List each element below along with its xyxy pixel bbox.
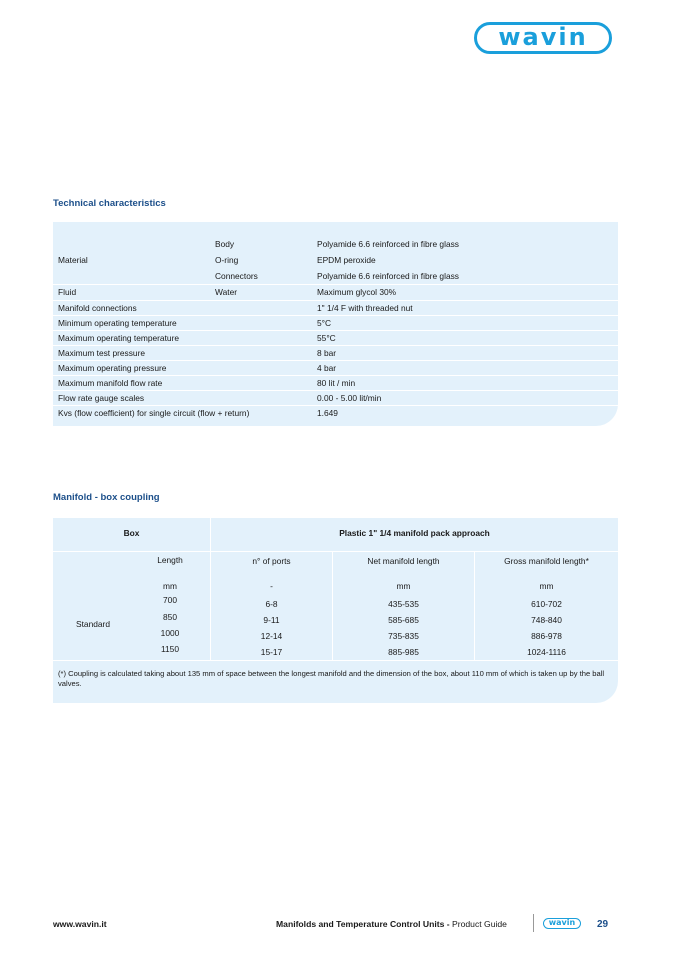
row-label: Fluid: [58, 287, 77, 297]
row-sublabel: Connectors: [215, 271, 258, 281]
row-divider: [53, 660, 618, 661]
col-ports: n° of ports: [252, 556, 291, 566]
page-number: 29: [597, 919, 609, 930]
footer-divider: [533, 914, 534, 932]
material-label: Material: [58, 255, 88, 265]
unit-net: mm: [396, 581, 411, 591]
row-label: Manifold connections: [58, 303, 137, 313]
footer-logo-text: wavin: [548, 918, 576, 927]
header-pack: Plastic 1" 1/4 manifold pack approach: [339, 528, 490, 538]
col-gross: Gross manifold length*: [504, 556, 589, 566]
cell-length: 850: [163, 612, 177, 622]
row-sublabel: Body: [215, 239, 235, 249]
col-length: Length: [157, 555, 183, 565]
table-row: [53, 405, 618, 421]
coupling-title: Manifold - box coupling: [53, 492, 160, 503]
table-row: [53, 284, 618, 300]
row-value: Polyamide 6.6 reinforced in fibre glass: [317, 271, 459, 281]
row-value: EPDM peroxide: [317, 255, 376, 265]
table-row: [53, 315, 618, 331]
guide-title-bold: Manifolds and Temperature Control Units -: [276, 919, 450, 929]
row-value: 55°C: [317, 333, 336, 343]
unit-length: mm: [163, 581, 177, 591]
row-value: 1.649: [317, 408, 338, 418]
table-row: [53, 300, 618, 316]
cell-net: 735-835: [388, 631, 419, 641]
table-row: [53, 269, 618, 284]
cell-length: 700: [163, 595, 177, 605]
row-value: Polyamide 6.6 reinforced in fibre glass: [317, 239, 459, 249]
technical-table: [53, 222, 618, 426]
cell-ports: 6-8: [265, 599, 278, 609]
row-label: Maximum operating pressure: [58, 363, 167, 373]
row-value: 8 bar: [317, 348, 337, 358]
table-row: [53, 375, 618, 391]
coupling-table: [53, 518, 618, 703]
row-label: Flow rate gauge scales: [58, 393, 145, 403]
group-label: Standard: [76, 619, 110, 629]
cell-ports: 9-11: [263, 615, 280, 625]
cell-gross: 886-978: [531, 631, 562, 641]
table-row: [53, 390, 618, 406]
row-value: Maximum glycol 30%: [317, 287, 397, 297]
row-label: Maximum test pressure: [58, 348, 146, 358]
cell-net: 885-985: [388, 647, 419, 657]
cell-gross: 610-702: [531, 599, 562, 609]
table-row: [53, 360, 618, 376]
row-divider: [53, 551, 618, 552]
cell-net: 585-685: [388, 615, 419, 625]
row-label: Minimum operating temperature: [58, 318, 177, 328]
cell-gross: 748-840: [531, 615, 562, 625]
row-sublabel: Water: [215, 287, 238, 297]
row-value: 4 bar: [317, 363, 337, 373]
table-row: [53, 253, 618, 268]
cell-length: 1150: [160, 644, 179, 654]
unit-gross: mm: [539, 581, 554, 591]
table-row: [53, 330, 618, 346]
website-link[interactable]: www.wavin.it: [53, 919, 107, 929]
cell-ports: 12-14: [260, 631, 283, 641]
header-box: Box: [123, 528, 140, 538]
footer-wavin-logo: [543, 918, 581, 929]
cell-net: 435-535: [388, 599, 419, 609]
technical-title: Technical characteristics: [53, 198, 166, 209]
unit-ports: -: [270, 581, 273, 591]
table-row: [53, 345, 618, 361]
footnote: (*) Coupling is calculated taking about 135 mm of space between the longest manifold and the dimension of the box, about 110 mm of which is taken up by the ball valves.: [58, 669, 605, 688]
row-value: 0.00 - 5.00 lit/min: [317, 393, 382, 403]
row-value: 1" 1/4 F with threaded nut: [317, 303, 413, 313]
row-label: Kvs (flow coefficient) for single circuit (flow + return): [58, 408, 250, 418]
row-label: Maximum operating temperature: [58, 333, 180, 343]
row-label: Maximum manifold flow rate: [58, 378, 163, 388]
table-row: [53, 237, 618, 252]
cell-ports: 15-17: [260, 647, 283, 657]
wavin-logo: [474, 22, 612, 54]
guide-title: [276, 919, 507, 929]
logo-text: wavin: [498, 22, 588, 51]
row-value: 5°C: [317, 318, 332, 328]
cell-length: 1000: [160, 628, 180, 638]
col-net: Net manifold length: [367, 556, 440, 566]
row-value: 80 lit / min: [317, 378, 356, 388]
cell-gross: 1024-1116: [527, 647, 566, 657]
row-sublabel: O-ring: [215, 255, 239, 265]
guide-title-normal: Product Guide: [449, 919, 507, 929]
